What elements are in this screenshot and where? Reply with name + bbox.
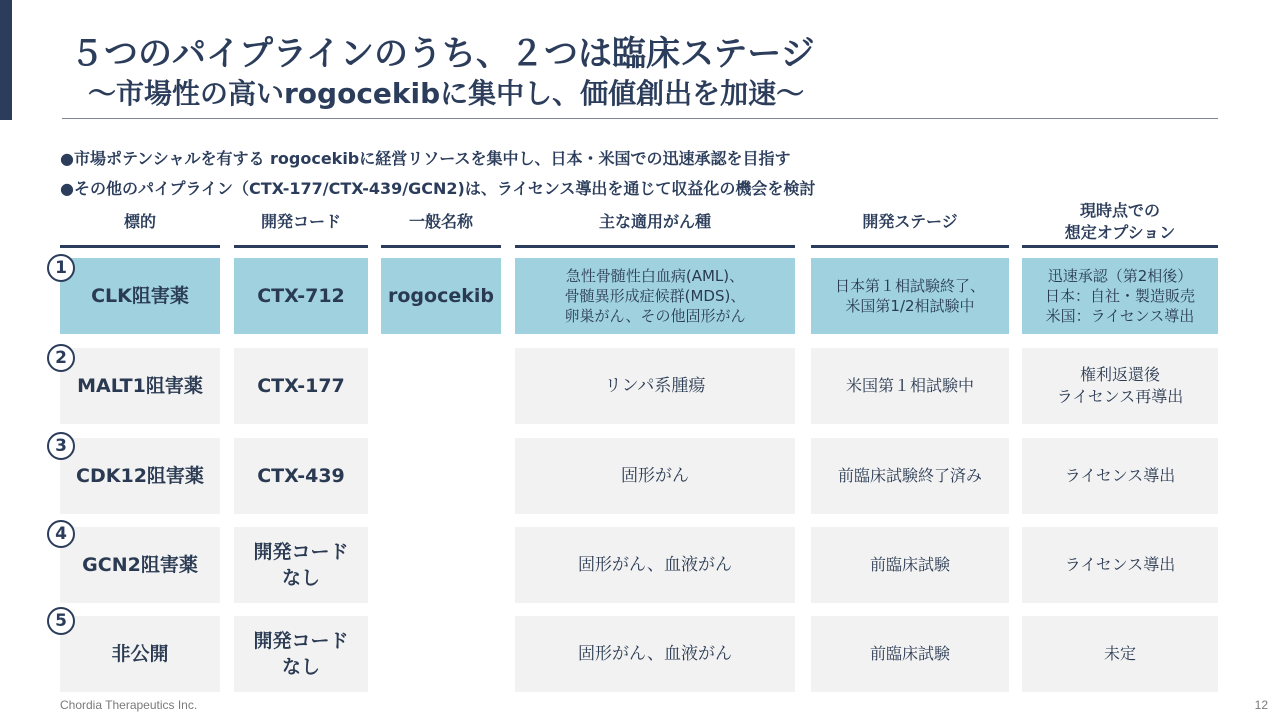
footer-company: Chordia Therapeutics Inc.	[60, 698, 198, 712]
cell-target: GCN2阻害薬	[60, 527, 220, 603]
cell-option: ライセンス導出	[1022, 527, 1218, 603]
cell-code: CTX-177	[234, 348, 368, 424]
cell-indication: 急性骨髄性白血病(AML)、 骨髄異形成症候群(MDS)、 卵巣がん、その他固形がん	[515, 258, 795, 334]
title-divider	[62, 118, 1218, 119]
cell-generic-name	[381, 616, 501, 692]
row-number-badge: 3	[47, 432, 75, 460]
cell-target: MALT1阻害薬	[60, 348, 220, 424]
cell-code: CTX-712	[234, 258, 368, 334]
header-target: 標的	[60, 198, 220, 248]
cell-target: 非公開	[60, 616, 220, 692]
header-indication: 主な適用がん種	[515, 198, 795, 248]
header-code: 開発コード	[234, 198, 368, 248]
header-option: 現時点での 想定オプション	[1022, 198, 1218, 248]
cell-stage: 前臨床試験	[811, 616, 1009, 692]
cell-indication: 固形がん	[515, 438, 795, 514]
cell-code: 開発コード なし	[234, 616, 368, 692]
cell-indication: 固形がん、血液がん	[515, 527, 795, 603]
bullet-point: ●市場ポテンシャルを有する rogocekibに経営リソースを集中し、日本・米国での迅速承認を目指す	[60, 149, 791, 168]
row-number-badge: 2	[47, 344, 75, 372]
cell-target: CLK阻害薬	[60, 258, 220, 334]
cell-generic-name	[381, 348, 501, 424]
cell-code: 開発コード なし	[234, 527, 368, 603]
page-number: 12	[1254, 698, 1268, 712]
page-subtitle: ～市場性の高いrogocekibに集中し、価値創出を加速～	[88, 77, 805, 110]
cell-generic-name	[381, 527, 501, 603]
cell-indication: リンパ系腫瘍	[515, 348, 795, 424]
cell-option: 未定	[1022, 616, 1218, 692]
cell-target: CDK12阻害薬	[60, 438, 220, 514]
header-generic-name: 一般名称	[381, 198, 501, 248]
cell-indication: 固形がん、血液がん	[515, 616, 795, 692]
cell-stage: 日本第１相試験終了、 米国第1/2相試験中	[811, 258, 1009, 334]
cell-stage: 前臨床試験終了済み	[811, 438, 1009, 514]
cell-generic-name	[381, 438, 501, 514]
cell-code: CTX-439	[234, 438, 368, 514]
cell-option: 権利返還後 ライセンス再導出	[1022, 348, 1218, 424]
accent-bar	[0, 0, 12, 120]
bullet-point: ●その他のパイプライン（CTX-177/CTX-439/GCN2)は、ライセンス導出を通じて収益化の機会を検討	[60, 179, 816, 198]
row-number-badge: 4	[47, 520, 75, 548]
cell-option: 迅速承認（第2相後） 日本：自社・製造販売 米国：ライセンス導出	[1022, 258, 1218, 334]
header-stage: 開発ステージ	[811, 198, 1009, 248]
page-title: ５つのパイプラインのうち、２つは臨床ステージ	[70, 34, 815, 74]
cell-stage: 前臨床試験	[811, 527, 1009, 603]
row-number-badge: 5	[47, 607, 75, 635]
row-number-badge: 1	[47, 254, 75, 282]
cell-option: ライセンス導出	[1022, 438, 1218, 514]
cell-stage: 米国第１相試験中	[811, 348, 1009, 424]
cell-generic-name: rogocekib	[381, 258, 501, 334]
